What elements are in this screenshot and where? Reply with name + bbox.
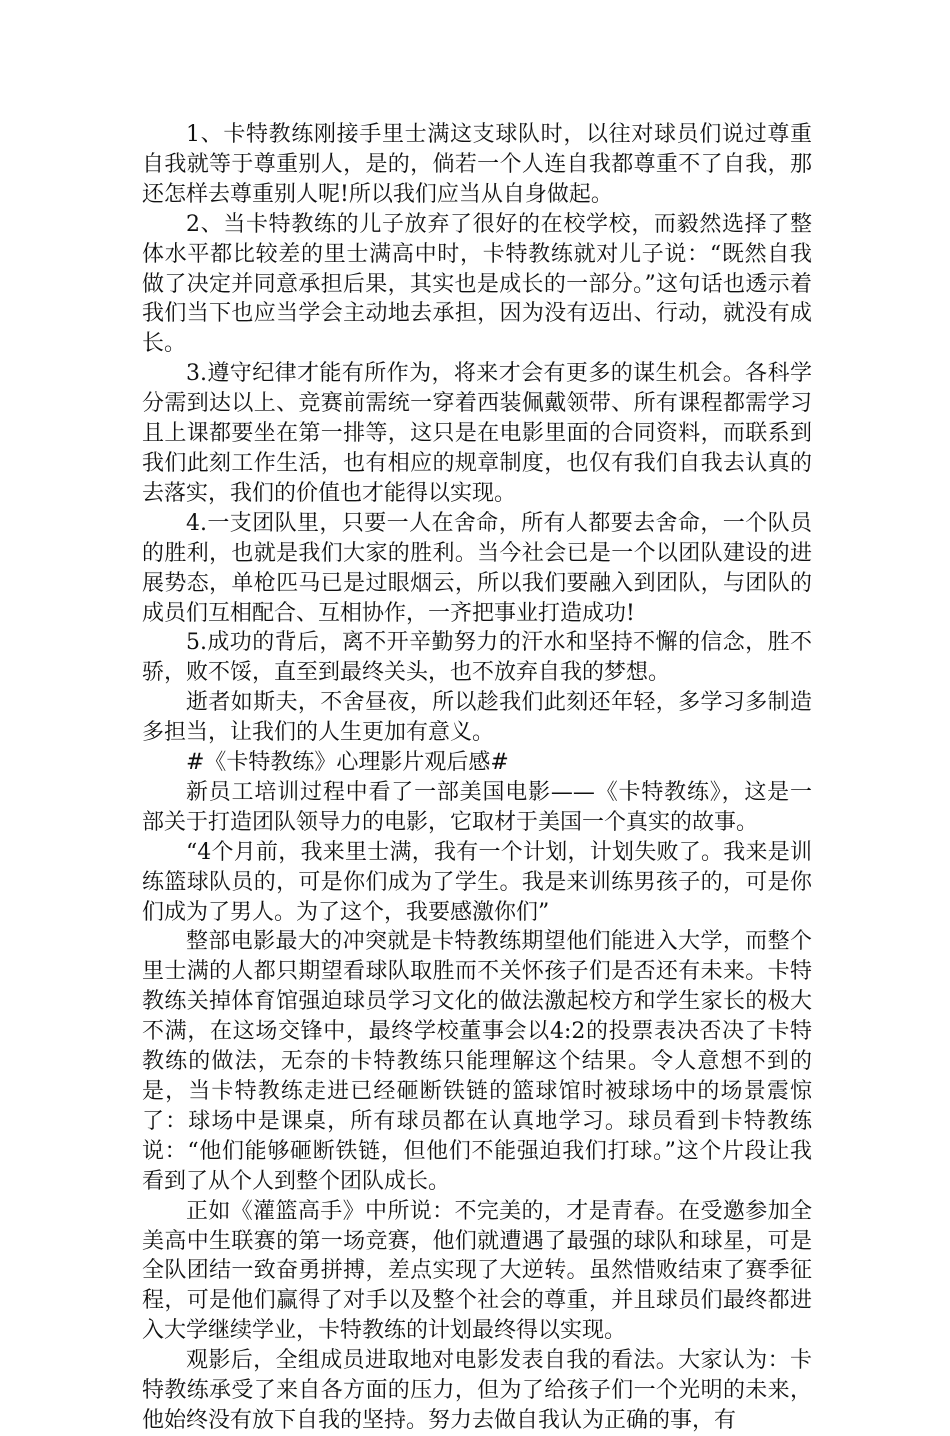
paragraph-7: 新员工培训过程中看了一部美国电影——《卡特教练》，这是一部关于打造团队领导力的电影，它取材于美国一个真实的故事。	[142, 779, 812, 835]
paragraph-2: 2、当卡特教练的儿子放弃了很好的在校学校，而毅然选择了整体水平都比较差的里士满高中时，卡特教练就对儿子说：“既然自我做了决定并同意承担后果，其实也是成长的一部分。”这句话也透示着我们当下也应当学会主动地去承担，因为没有迈出、行动，就没有成长。	[142, 211, 812, 357]
paragraph-9: 正如《灌篮高手》中所说：不完美的，才是青春。在受邀参加全美高中生联赛的第一场竞赛，他们就遭遇了最强的球队和球星，可是全队团结一致奋勇拼搏，差点实现了大逆转。虽然惜败结束了赛季征程，可是他们赢得了对手以及整个社会的尊重，并且球员们最终都进入大学继续学业，卡特教练的计划最终得以实现。	[142, 1198, 812, 1344]
paragraph-5: 5.成功的背后，离不开辛勤努力的汗水和坚持不懈的信念，胜不骄，败不馁，直至到最终关头，也不放弃自我的梦想。	[142, 630, 812, 686]
quote-paragraph: “4个月前，我来里士满，我有一个计划，计划失败了。我来是训练篮球队员的，可是你们成为了学生。我是来训练男孩子的，可是你们成为了男人。为了这个，我要感激你们”	[142, 839, 812, 925]
paragraph-1: 1、卡特教练刚接手里士满这支球队时，以往对球员们说过尊重自我就等于尊重别人，是的，倘若一个人连自我都尊重不了自我，那还怎样去尊重别人呢!所以我们应当从自身做起。	[142, 122, 812, 207]
paragraph-10: 观影后，全组成员进取地对电影发表自我的看法。大家认为：卡特教练承受了来自各方面的压力，但为了给孩子们一个光明的未来，他始终没有放下自我的坚持。努力去做自我认为正确的事，有	[142, 1348, 812, 1433]
paragraph-4: 4.一支团队里，只要一人在舍命，所有人都要去舍命，一个队员的胜利，也就是我们大家的胜利。当今社会已是一个以团队建设的进展势态，单枪匹马已是过眼烟云，所以我们要融入到团队，与团队的成员们互相配合、互相协作，一齐把事业打造成功!	[142, 510, 812, 626]
paragraph-6: 逝者如斯夫，不舍昼夜，所以趁我们此刻还年轻，多学习多制造多担当，让我们的人生更加有意义。	[142, 690, 812, 746]
section-heading: #《卡特教练》心理影片观后感#	[186, 750, 509, 776]
paragraph-3: 3.遵守纪律才能有所作为，将来才会有更多的谋生机会。各科学分需到达以上、竞赛前需统一穿着西装佩戴领带、所有课程都需学习且上课都要坐在第一排等，这只是在电影里面的合同资料，而联系到我们此刻工作生活，也有相应的规章制度，也仅有我们自我去认真的去落实，我们的价值也才能得以实现。	[142, 361, 812, 506]
document-body	[142, 120, 812, 1436]
paragraph-8: 整部电影最大的冲突就是卡特教练期望他们能进入大学，而整个里士满的人都只期望看球队取胜而不关怀孩子们是否还有未来。卡特教练关掉体育馆强迫球员学习文化的做法激起校方和学生家长的极大不满，在这场交锋中，最终学校董事会以4:2的投票表决否决了卡特教练的做法，无奈的卡特教练只能理解这个结果。令人意想不到的是，当卡特教练走进已经砸断铁链的篮球馆时被球场中的场景震惊了：球场中是课桌，所有球员都在认真地学习。球员看到卡特教练说：“他们能够砸断铁链，但他们不能强迫我们打球。”这个片段让我看到了从个人到整个团队成长。	[142, 929, 812, 1194]
